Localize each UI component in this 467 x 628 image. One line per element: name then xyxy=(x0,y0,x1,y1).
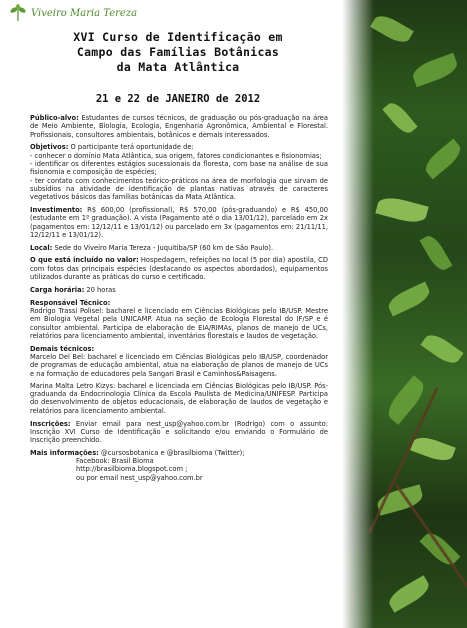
title-line-3: da Mata Atlântica xyxy=(116,60,240,74)
mais-label: Mais informações: xyxy=(30,448,99,457)
local-section xyxy=(30,244,328,252)
objetivo-item: - ter contato com conhecimentos teórico-práticos na área de morfologia que sirvam de subsídios na atividade de identificação de plantas nativas através de caracteres vegetativos básicos das famílias botânicas da Mata Atlântica. xyxy=(30,176,328,202)
incluido-label: O que está incluído no valor: xyxy=(30,256,139,265)
responsavel-text: Rodrigo Trassi Polisel: bacharel e licenciado em Ciências Biológicas pelo IB/USP. Mestre em Biologia Vegetal pela UNICAMP. Atua na seção de Ecologia Florestal do IF/SP e é consultor ambiental. Participa de elaboração de EIA/RIMAs, planos de manejo de UCs, relatórios para licenciamento ambiental, inventários florestais e laudos de vegetação. xyxy=(30,306,328,340)
demais-label: Demais técnicos: xyxy=(30,344,95,353)
title-line-2: Campo das Famílias Botânicas xyxy=(76,45,280,59)
leaf-logo-icon xyxy=(8,4,28,22)
incluido-section xyxy=(30,256,328,281)
carga-label: Carga horária: xyxy=(30,285,85,294)
publico-label: Público-alvo: xyxy=(30,114,79,122)
local-text: Sede do Viveiro Maria Tereza - Juquitiba/SP (60 km de São Paulo). xyxy=(52,243,274,252)
logo-text: Viveiro Maria Tereza xyxy=(31,7,138,19)
foliage-photo xyxy=(342,0,467,628)
demais-section xyxy=(30,345,328,415)
objetivos-label: Objetivos: xyxy=(30,143,69,152)
mais-line: http://brasilbioma.blogspot.com ; xyxy=(76,465,188,474)
inscricoes-section xyxy=(30,420,328,445)
inscricoes-label: Inscrições: xyxy=(30,419,71,428)
carga-text: 20 horas xyxy=(84,285,116,294)
objetivos-section xyxy=(30,143,328,201)
brand-logo xyxy=(8,4,137,22)
title-line-1: XVI Curso de Identificação em xyxy=(73,30,283,44)
course-details xyxy=(30,114,328,487)
mais-section xyxy=(30,449,328,482)
mais-first: @cursosbotanica e @brasilbioma (Twitter); xyxy=(98,448,245,457)
inscricoes-text: Enviar email para nest_usp@yahoo.com.br (Rodrigo) com o assunto: Inscrição XVI Curso de Identificação e solicitando e/ou enviando o Formulário de Inscrição preenchido. xyxy=(30,419,328,445)
publico-text: Estudantes de cursos técnicos, de graduação ou pós-graduação na área de Meio Ambiente, Biologia, Ecologia, Engenharia Agronômica, Ambiental e Florestal. Profissionais, consultores ambientais, botânicos e demais interessados. xyxy=(30,114,328,139)
local-label: Local: xyxy=(30,243,53,252)
mais-line: Facebook: Brasil Bioma xyxy=(76,457,154,466)
mais-line: ou por email nest_usp@yahoo.com.br xyxy=(76,473,203,482)
objetivos-intro: O participante terá oportunidade de: xyxy=(68,143,194,152)
investimento-text: R$ 600,00 (profissional), R$ 570,00 (pós-graduando) e R$ 450,00 (estudante em 1º graduação). A vista (Pagamento até o dia 13/01/12), parcelado em 2x (pagamentos em: 12/12/11 e 13/01/12) ou parcelado em 3x (pagamentos em: 21/11/11, 12/12/11 e 13/01/12). xyxy=(30,205,328,239)
objetivo-item: - identificar os diferentes estágios sucessionais da floresta, com base na análise de sua fisionomia e composição de espécies; xyxy=(30,159,328,177)
carga-section xyxy=(30,286,328,294)
publico-section xyxy=(30,114,328,139)
incluido-text: Hospedagem, refeições no local (5 por dia) apostila, CD com fotos das principais espécies (destacando os aspectos abordados), equipamentos utilizados durante as práticas do curso e certificado. xyxy=(30,256,328,282)
responsavel-section xyxy=(30,299,328,340)
objetivo-item: - conhecer o domínio Mata Atlântica, sua origem, fatores condicionantes e fisionomias; xyxy=(30,151,322,160)
demais-person: Marina Malta Letro Kizys: bacharel e licenciada em Ciências Biológicas pelo IB/USP. Pós-graduanda da Endocrinologia Clínica da Escola Paulista de Medicina/UNIFESP. Participa do desenvolvimento de objetos educacionais, de elaboração de laudos de vegetação e relatórios para licenciamento ambiental. xyxy=(30,381,328,415)
responsavel-label: Responsável Técnico: xyxy=(30,298,111,307)
investimento-section xyxy=(30,206,328,239)
investimento-label: Investimento: xyxy=(30,205,83,214)
course-date: 21 e 22 de JANEIRO de 2012 xyxy=(95,93,261,105)
demais-person: Marcelo Del Bel: bacharel e licenciado em Ciências Biológicas pelo IB/USP, coordenador de programas de educação ambiental, atua na elaboração de planos de manejo de UCs e na formação de educadores pela Sangari Brasil e Caminhos&Paisagens. xyxy=(30,352,328,378)
course-title xyxy=(28,30,328,75)
